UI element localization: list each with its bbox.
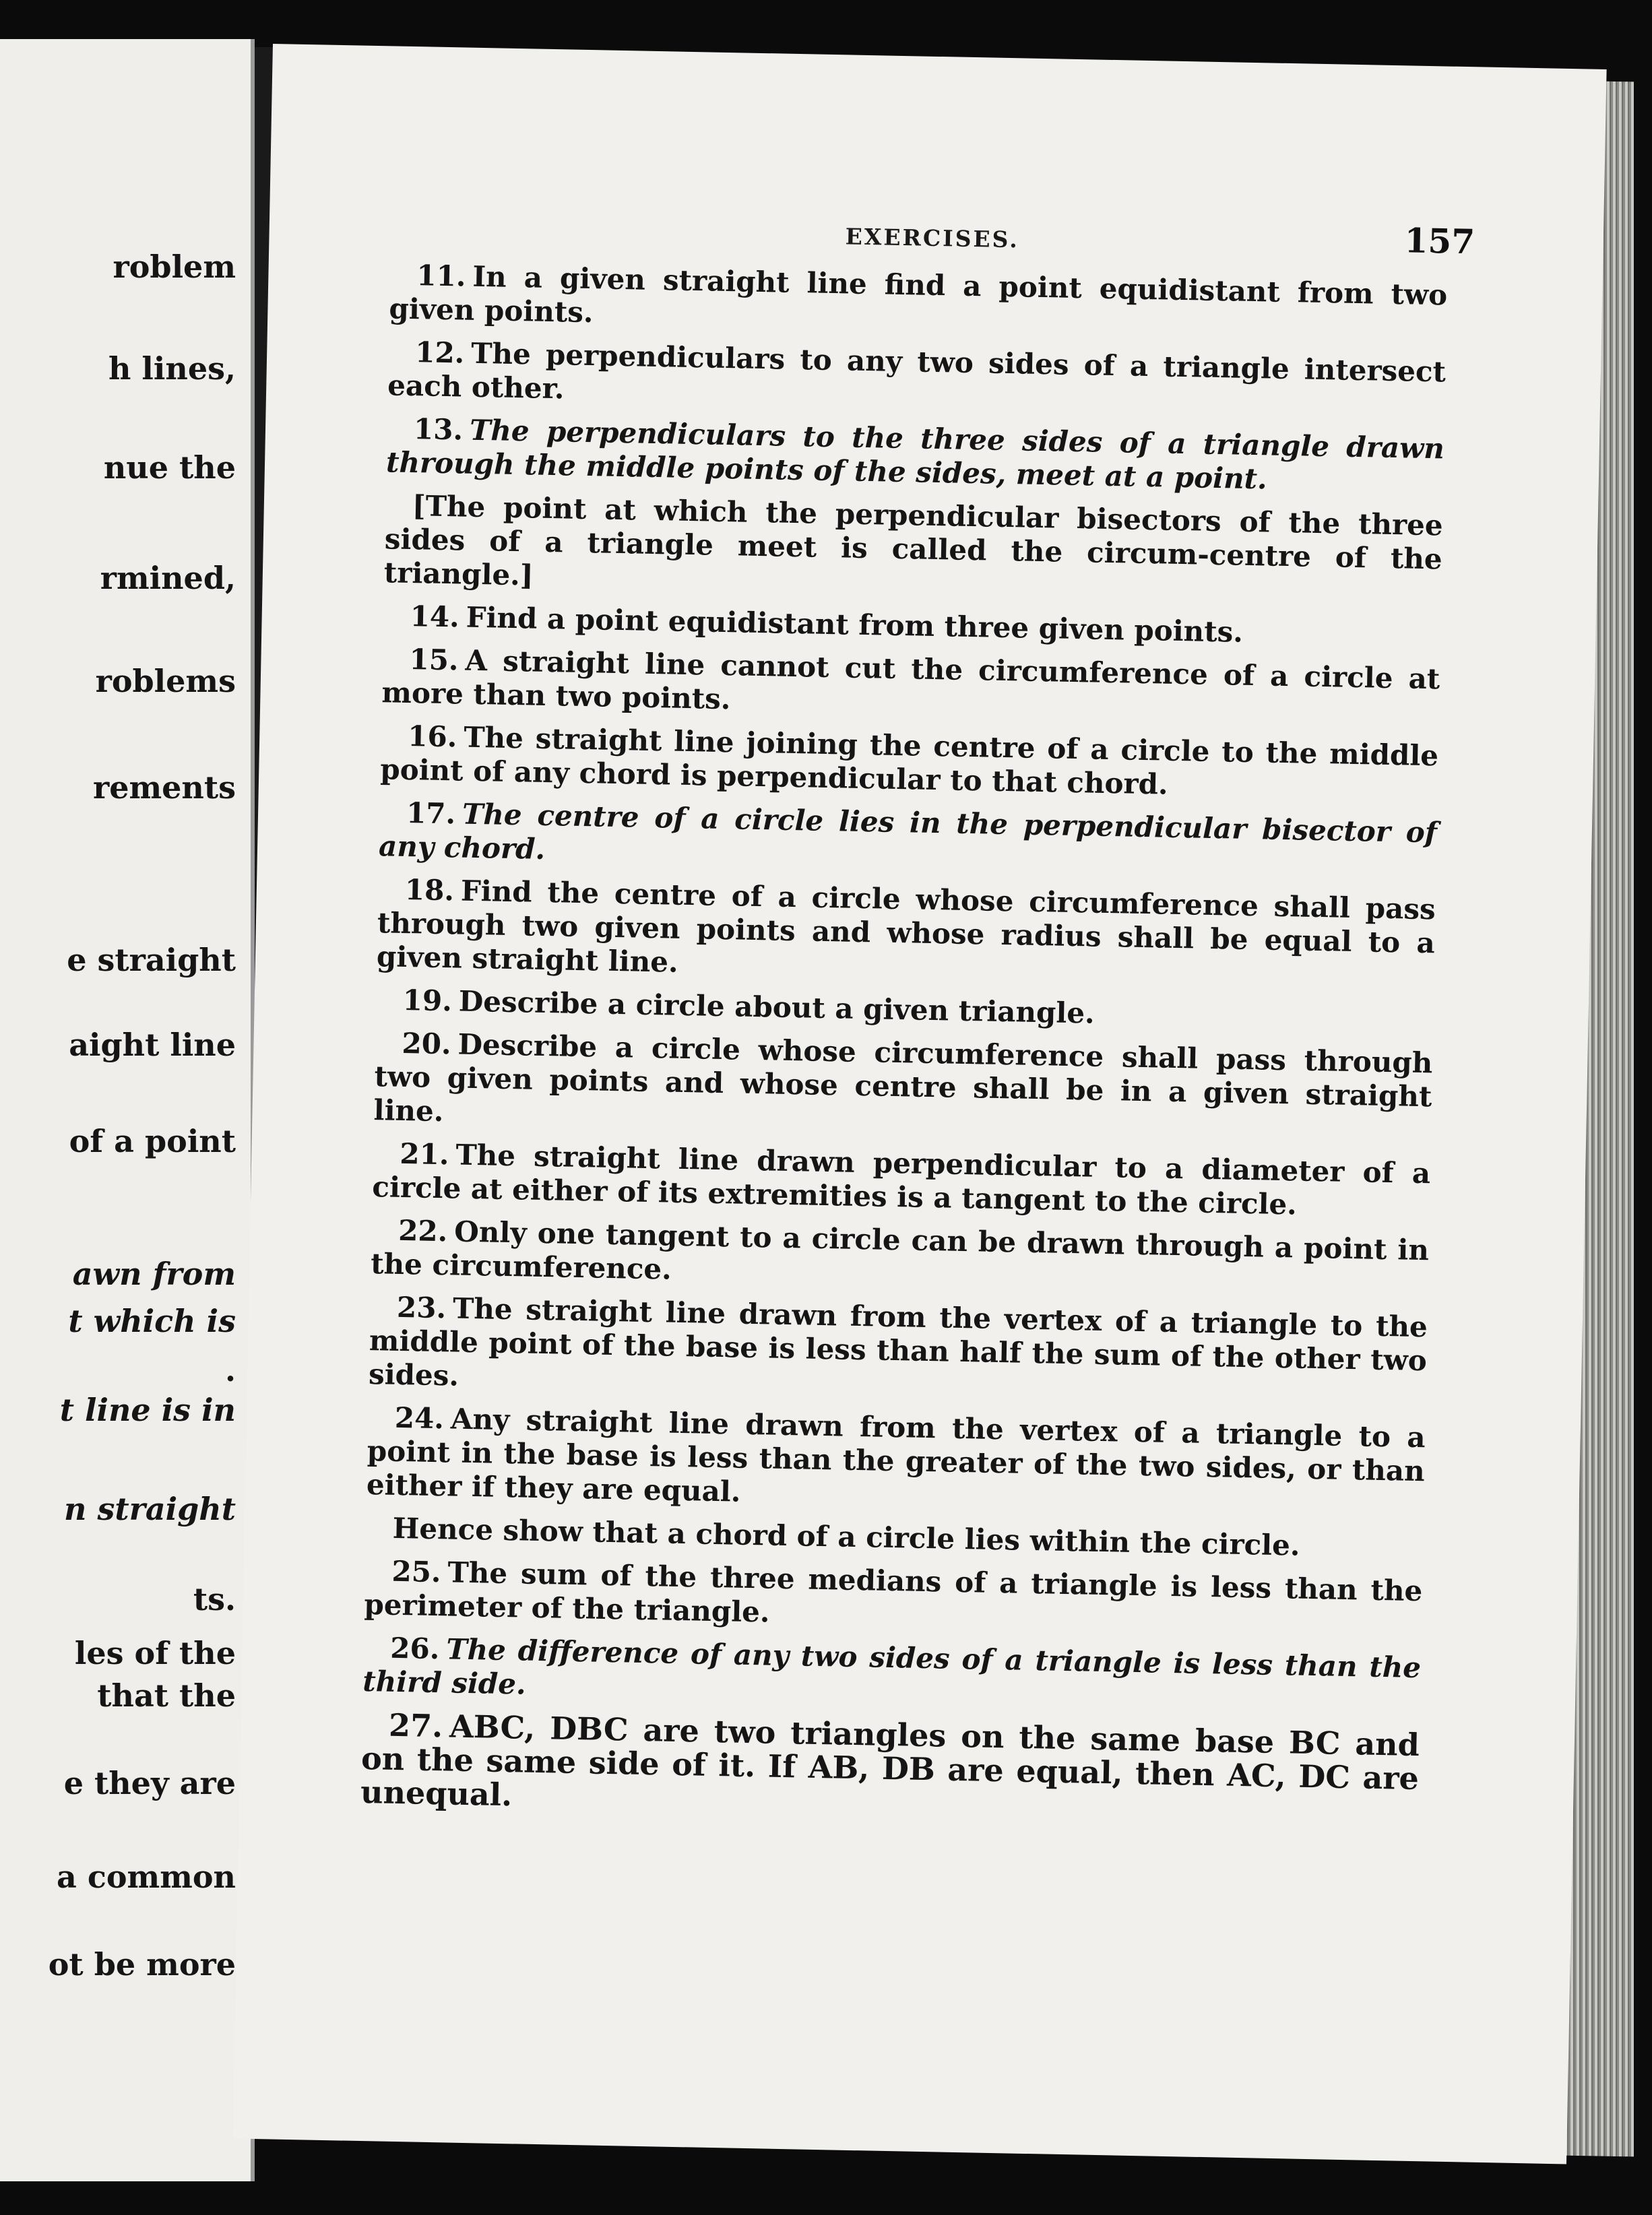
exercise-note (383, 488, 1443, 610)
exercise-item (389, 258, 1448, 346)
exercise-text: ABC, DBC are two triangles on the same base BC and on the same side of it. If AB, DB are equal, then AC, DC are unequal. (360, 1708, 1420, 1813)
page-number: 157 (1404, 220, 1475, 262)
exercise-item (371, 1213, 1430, 1301)
left-page-line: roblems (95, 663, 236, 700)
left-page-line: n straight (64, 1490, 236, 1527)
exercise-text: [The point at which the perpendicular bisectors of the three sides of a triangle meet is called the circum-centre of the triangle.] (383, 489, 1444, 592)
exercise-item (387, 335, 1447, 422)
running-head: EXERCISES. (845, 223, 1020, 253)
exercise-number: 18. (404, 872, 455, 907)
left-page-line: that the (97, 1677, 236, 1714)
left-page-line: rmined, (100, 560, 236, 596)
exercise-number: 20. (402, 1026, 452, 1061)
exercise-text: A straight line cannot cut the circumference of a circle at more than two points. (381, 643, 1440, 716)
exercise-item (372, 1136, 1431, 1224)
left-page-line: . (224, 1352, 236, 1388)
exercise-item (377, 872, 1436, 994)
exercise-text: Any straight line drawn from the vertex of a triangle to a point in the base is less than the greater of the two sides, or than either if they are equal. (366, 1402, 1426, 1508)
exercise-number: 19. (402, 983, 453, 1018)
exercise-list (360, 258, 1447, 1838)
left-page-line: ot be more (48, 1946, 236, 1983)
exercise-item (381, 642, 1440, 730)
exercise-number: 25. (391, 1554, 442, 1589)
left-page-line: h lines, (108, 350, 236, 387)
left-page-line: t which is (68, 1302, 236, 1339)
exercise-item (366, 1401, 1426, 1522)
exercise-number: 22. (398, 1213, 448, 1248)
exercise-item (360, 1708, 1420, 1829)
left-page-line: aight line (69, 1027, 236, 1063)
exercise-number: 13. (413, 412, 464, 447)
left-page-line: awn from (72, 1256, 236, 1293)
exercise-text: Find the centre of a circle whose circumference shall pass through two given points and whose radius shall be equal to a given straight line. (376, 874, 1436, 979)
left-page (0, 39, 255, 2181)
left-page-line: e straight (67, 942, 236, 978)
exercise-number: 17. (406, 796, 456, 831)
exercise-item (386, 412, 1445, 499)
left-page-line: a common (57, 1858, 236, 1895)
exercise-number: 21. (399, 1136, 449, 1171)
exercise-item (379, 796, 1438, 883)
exercise-number: 16. (407, 719, 457, 754)
left-page-line: nue the (103, 449, 236, 486)
exercise-item (362, 1631, 1422, 1719)
exercise-number: 14. (410, 600, 460, 634)
exercise-item (364, 1554, 1423, 1642)
exercise-text: Only one tangent to a circle can be drawn through a point in the circumference. (370, 1215, 1430, 1286)
exercise-item (380, 719, 1439, 806)
left-page-line: roblem (113, 249, 236, 285)
left-page-line: t line is in (59, 1391, 236, 1428)
left-page-line: ts. (193, 1581, 236, 1618)
exercise-number: 23. (396, 1290, 447, 1325)
left-page-line: rements (92, 769, 236, 806)
exercise-text: Describe a circle whose circumference shall pass through two given points and whose centre shall be in a given straight line. (373, 1027, 1433, 1128)
exercise-text: The straight line drawn perpendicular to a diameter of a circle at either of its extremities is a tangent to the circle. (371, 1138, 1431, 1221)
exercise-text: The perpendiculars to the three sides of a triangle drawn through the middle points of the sides, meet at a point. (385, 413, 1445, 496)
exercise-number: 26. (389, 1631, 440, 1666)
exercise-number: 12. (414, 335, 465, 370)
left-page-line: of a point (69, 1122, 236, 1159)
left-page-line: e they are (63, 1765, 236, 1802)
exercise-number: 15. (409, 643, 459, 677)
exercise-text: The straight line drawn from the vertex of a triangle to the middle point of the base is less than half the sum of the other two sides. (368, 1291, 1428, 1392)
exercise-text: In a given straight line find a point equidistant from two given points. (389, 259, 1448, 329)
exercise-text: The centre of a circle lies in the perpendicular bisector of any chord. (378, 797, 1438, 866)
exercise-text: The perpendiculars to any two sides of a triangle intersect each other. (387, 336, 1447, 406)
exercise-number: 27. (388, 1706, 443, 1745)
exercise-text: The sum of the three medians of a triangle is less than the perimeter of the triangle. (364, 1555, 1423, 1629)
exercise-text: Hence show that a chord of a circle lies within the circle. (392, 1511, 1300, 1562)
right-page (232, 44, 1606, 2164)
left-page-line: les of the (74, 1635, 236, 1671)
exercise-number: 24. (394, 1401, 445, 1436)
exercise-item (369, 1290, 1428, 1411)
exercise-text: The difference of any two sides of a triangle is less than the third side. (362, 1632, 1422, 1701)
exercise-text: The straight line joining the centre of a circle to the middle point of any chord is perpendicular to that chord. (379, 720, 1439, 801)
exercise-text: Find a point equidistant from three given points. (466, 600, 1244, 649)
exercise-text: Describe a circle about a given triangle. (458, 984, 1095, 1030)
exercise-number: 11. (416, 259, 466, 293)
exercise-item (373, 1026, 1433, 1147)
